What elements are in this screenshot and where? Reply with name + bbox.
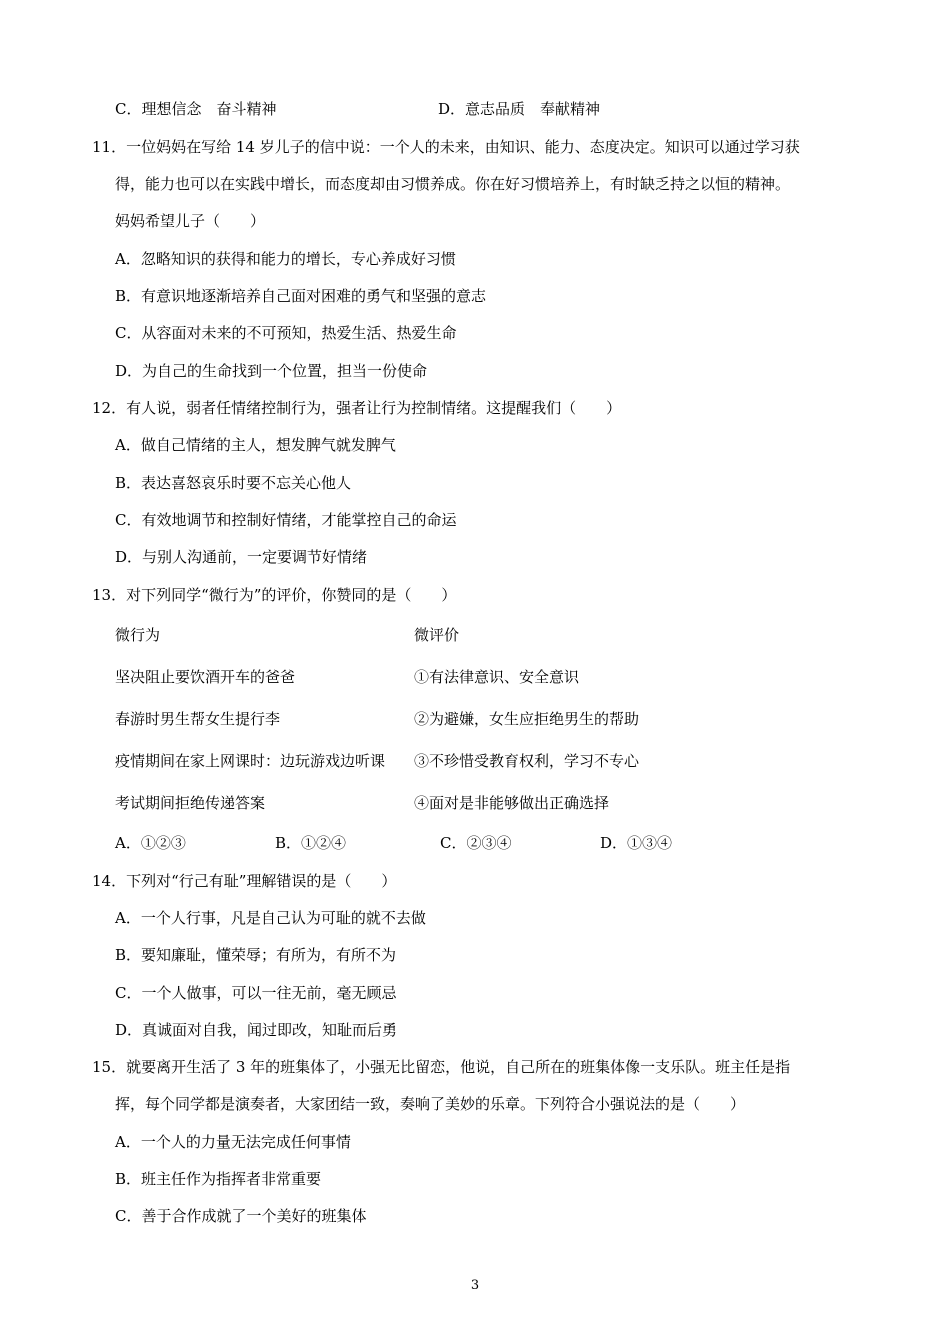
q14-stem: 14．下列对“行己有耻”理解错误的是（ ） [92, 872, 397, 890]
q13-header-evaluation: 微评价 [414, 626, 460, 644]
q12-option-d: D．与别人沟通前，一定要调节好情绪 [115, 548, 368, 566]
q11-option-a: A．忽略知识的获得和能力的增长，专心养成好习惯 [115, 250, 456, 268]
q13-row4-behavior: 考试期间拒绝传递答案 [115, 794, 266, 812]
q15-option-c: C．善于合作成就了一个美好的班集体 [115, 1207, 367, 1225]
q13-row2-behavior: 春游时男生帮女生提行李 [115, 710, 281, 728]
q13-row1-behavior: 坚决阻止要饮酒开车的爸爸 [115, 668, 296, 686]
q12-option-b: B．表达喜怒哀乐时要不忘关心他人 [115, 474, 352, 492]
q13-row3-behavior: 疫情期间在家上网课时：边玩游戏边听课 [115, 752, 386, 770]
q13-row3-evaluation: ③不珍惜受教育权利，学习不专心 [414, 752, 640, 770]
q15-stem-line1: 15．就要离开生活了 3 年的班集体了，小强无比留恋，他说，自己所在的班集体像一支乐队。班主任是指 [92, 1058, 791, 1076]
q14-option-b: B．要知廉耻，懂荣辱；有所为，有所不为 [115, 946, 397, 964]
q13-row2-evaluation: ②为避嫌，女生应拒绝男生的帮助 [414, 710, 640, 728]
q14-option-d: D．真诚面对自我，闻过即改，知耻而后勇 [115, 1021, 398, 1039]
q13-option-d: D．①③④ [600, 834, 673, 852]
q10-option-d: D．意志品质 奉献精神 [438, 100, 601, 118]
q14-option-a: A．一个人行事，凡是自己认为可耻的就不去做 [115, 909, 426, 927]
q12-option-a: A．做自己情绪的主人，想发脾气就发脾气 [115, 436, 396, 454]
q13-option-b: B．①②④ [275, 834, 347, 852]
q12-stem: 12．有人说，弱者任情绪控制行为，强者让行为控制情绪。这提醒我们（ ） [92, 399, 622, 417]
q13-option-c: C．②③④ [440, 834, 512, 852]
q11-option-b: B．有意识地逐渐培养自己面对困难的勇气和坚强的意志 [115, 287, 487, 305]
q11-stem-line3: 妈妈希望儿子（ ） [115, 212, 266, 230]
q15-option-a: A．一个人的力量无法完成任何事情 [115, 1133, 351, 1151]
q13-row4-evaluation: ④面对是非能够做出正确选择 [414, 794, 610, 812]
q15-option-b: B．班主任作为指挥者非常重要 [115, 1170, 322, 1188]
q12-option-c: C．有效地调节和控制好情绪，才能掌控自己的命运 [115, 511, 457, 529]
q13-row1-evaluation: ①有法律意识、安全意识 [414, 668, 580, 686]
q10-option-c: C．理想信念 奋斗精神 [115, 100, 277, 118]
q13-option-a: A．①②③ [115, 834, 186, 852]
q13-stem: 13．对下列同学“微行为”的评价，你赞同的是（ ） [92, 586, 457, 604]
q15-stem-line2: 挥，每个同学都是演奏者，大家团结一致，奏响了美妙的乐章。下列符合小强说法的是（ ） [115, 1095, 746, 1113]
q11-option-c: C．从容面对未来的不可预知，热爱生活、热爱生命 [115, 324, 457, 342]
q13-header-behavior: 微行为 [115, 626, 161, 644]
page-number: 3 [470, 1278, 480, 1293]
q11-option-d: D．为自己的生命找到一个位置，担当一份使命 [115, 362, 428, 380]
q11-stem-line2: 得，能力也可以在实践中增长，而态度却由习惯养成。你在好习惯培养上，有时缺乏持之以恒的精神。 [115, 175, 791, 193]
q14-option-c: C．一个人做事，可以一往无前，毫无顾忌 [115, 984, 397, 1002]
q11-stem-line1: 11．一位妈妈在写给 14 岁儿子的信中说：一个人的未来，由知识、能力、态度决定。知识可以通过学习获 [92, 138, 800, 156]
